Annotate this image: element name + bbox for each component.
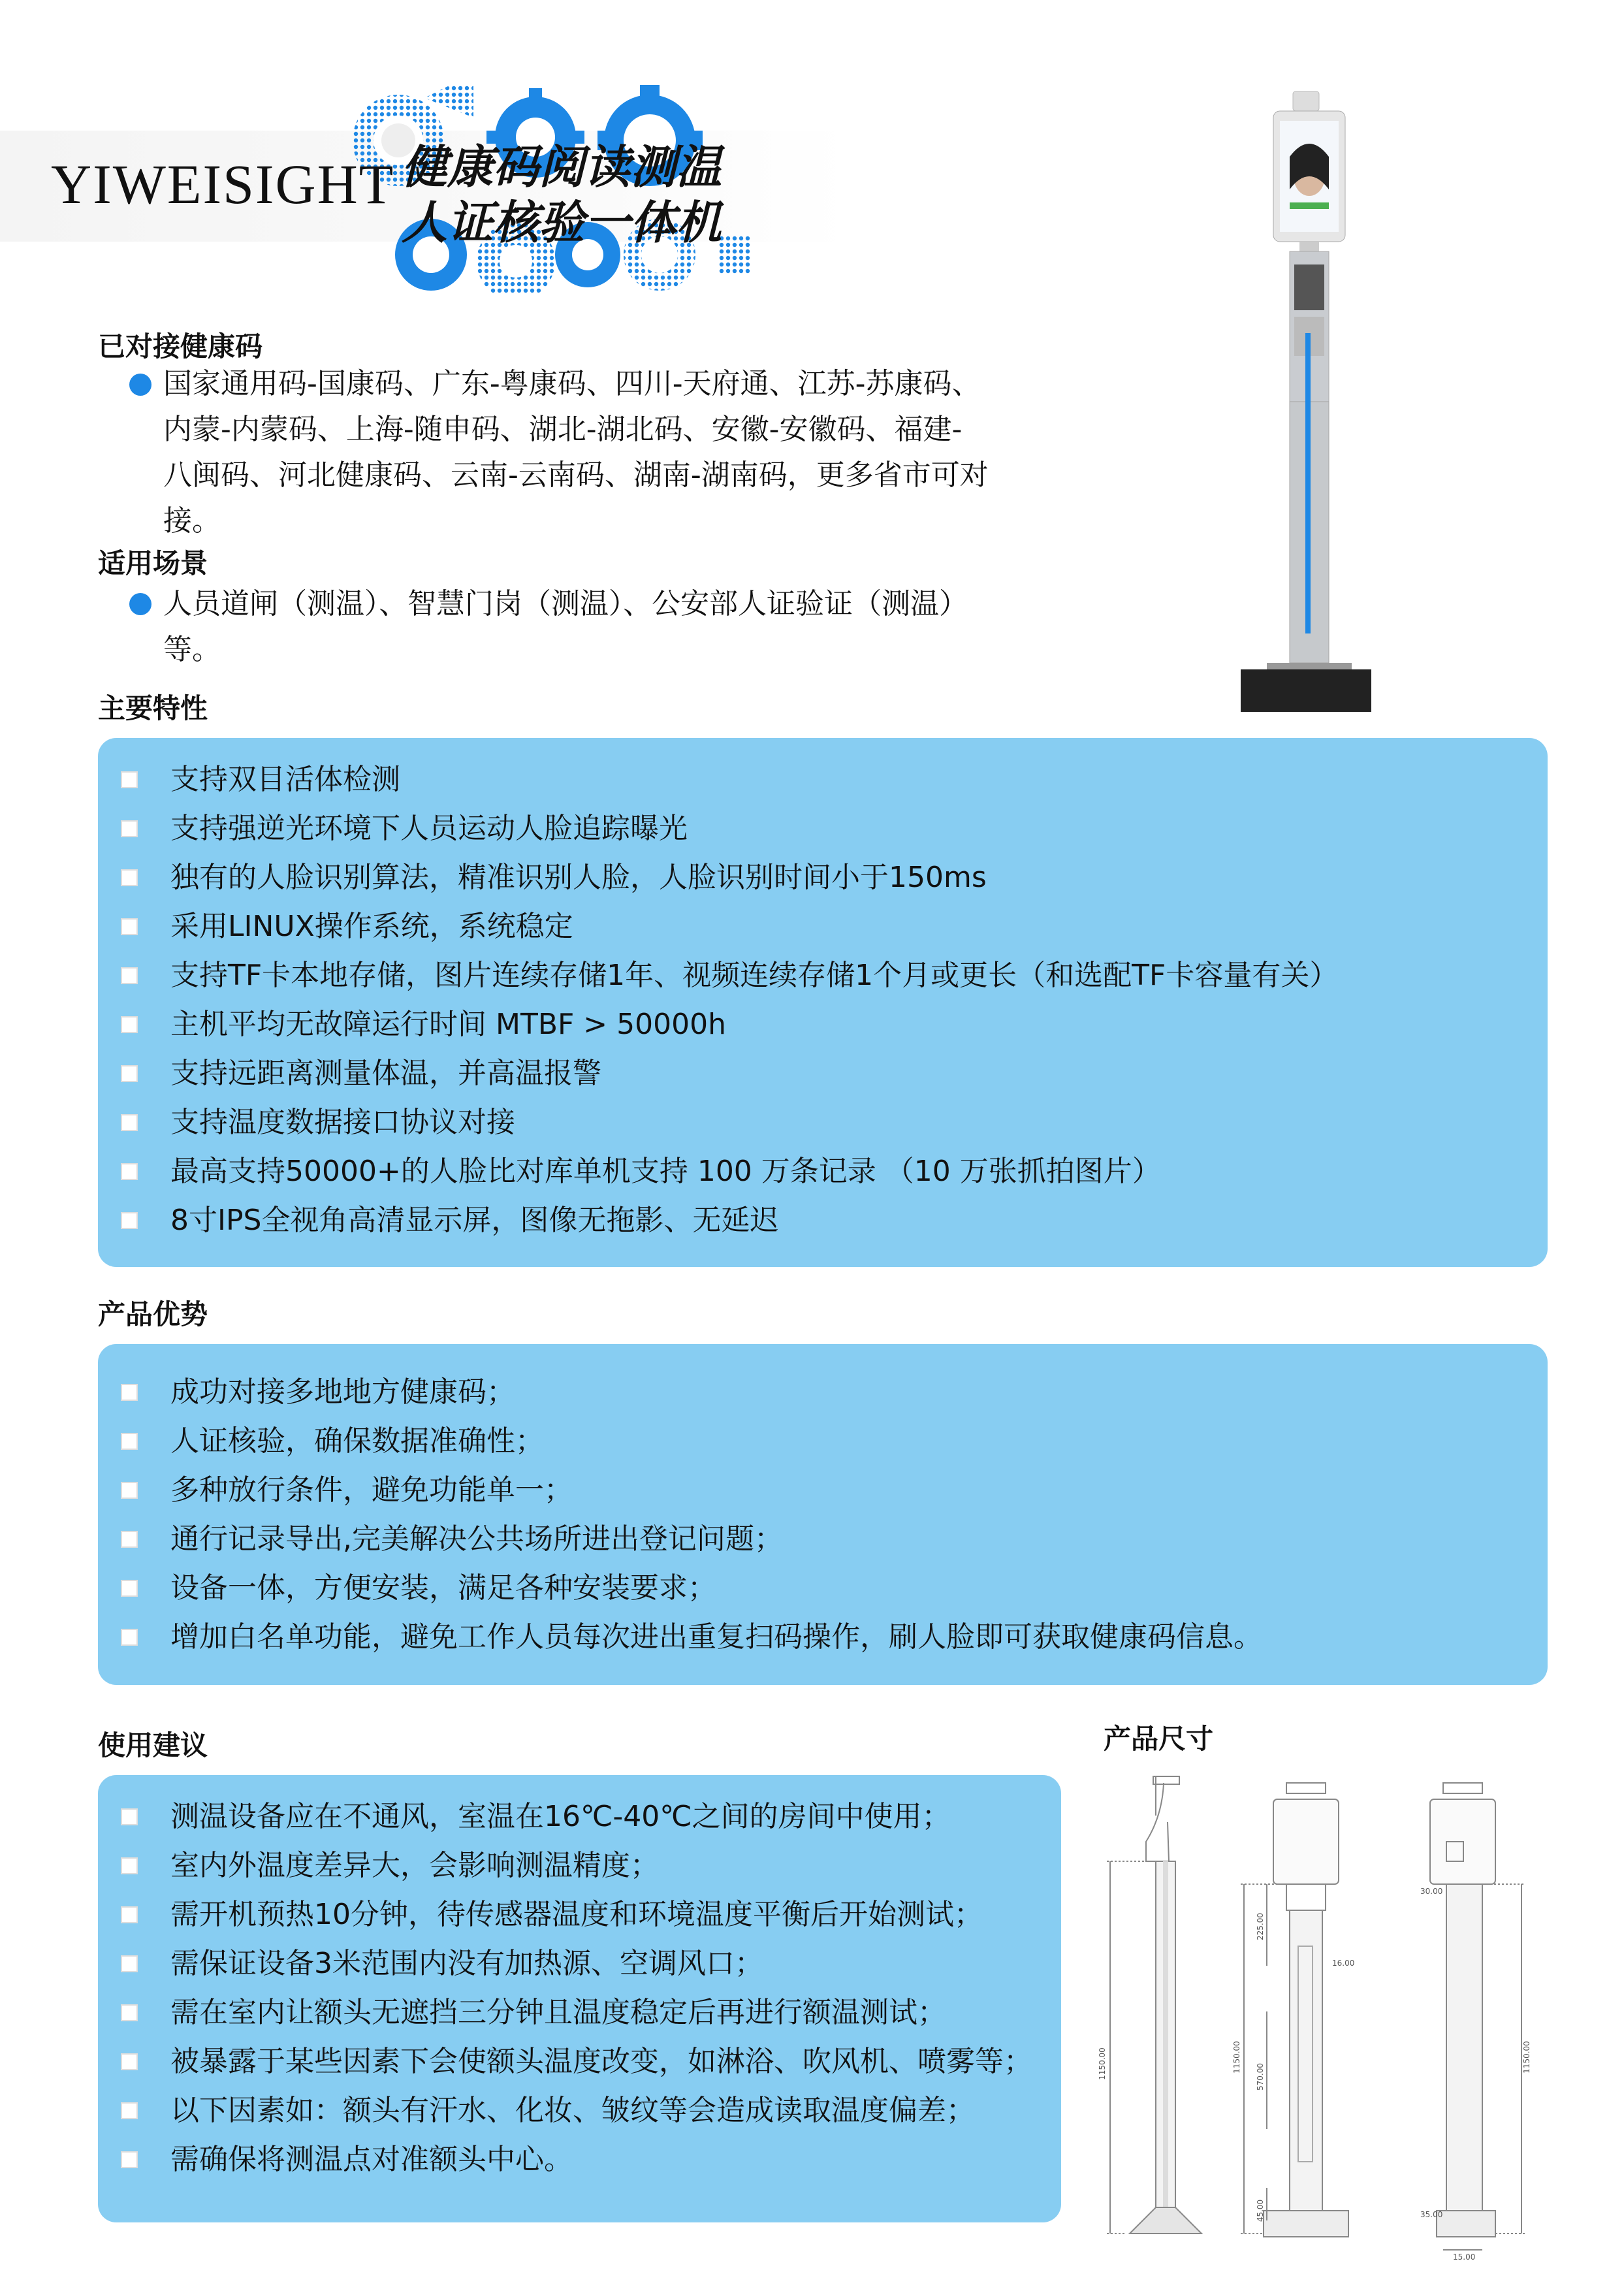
square-bullet-icon [121, 1163, 138, 1180]
brand-logo-text: YIWEISIGHT [51, 153, 395, 216]
list-item-text: 支持双目活体检测 [170, 763, 400, 796]
list-item [121, 2143, 1032, 2177]
dim-label-1150-c: 1150.00 [1522, 2041, 1531, 2074]
list-item-text: 需保证设备3米范围内没有加热源、空调风口； [170, 1947, 763, 1980]
bullet-dot [129, 593, 151, 615]
list-item [121, 1424, 1262, 1458]
list-item [121, 1204, 1338, 1238]
section-title-dimensions: 产品尺寸 [1104, 1723, 1214, 1755]
square-bullet-icon [121, 1531, 138, 1548]
front-view [1241, 1783, 1348, 2237]
advantages-list [121, 1375, 1262, 1654]
dimension-drawing [1091, 1763, 1587, 2260]
list-item-text: 以下因素如：额头有汗水、化妆、皱纹等会造成读取温度偏差； [170, 2094, 975, 2127]
usage-panel [98, 1775, 1061, 2222]
section-title-scenarios: 适用场景 [98, 547, 208, 579]
list-item [121, 2094, 1032, 2128]
square-bullet-icon [121, 820, 138, 837]
list-item-text: 8寸IPS全视角高清显示屏，图像无拖影、无延迟 [170, 1204, 779, 1237]
connected-codes-line: 国家通用码-国康码、广东-粤康码、四川-天府通、江苏-苏康码、 [163, 367, 981, 400]
connected-codes-line: 接。 [163, 504, 221, 537]
square-bullet-icon [121, 1808, 138, 1825]
section-title-usage: 使用建议 [98, 1729, 208, 1761]
list-item [121, 1057, 1338, 1091]
connected-codes-line: 八闽码、河北健康码、云南-云南码、湖南-湖南码，更多省市可对 [163, 458, 989, 492]
square-bullet-icon [121, 967, 138, 984]
square-bullet-icon [121, 1857, 138, 1874]
square-bullet-icon [121, 1906, 138, 1923]
list-item [121, 1106, 1338, 1140]
list-item [121, 1571, 1262, 1605]
list-item [121, 1008, 1338, 1042]
square-bullet-icon [121, 869, 138, 886]
square-bullet-icon [121, 2053, 138, 2070]
square-bullet-icon [121, 771, 138, 788]
list-item-text: 支持TF卡本地存储，图片连续存储1年、视频连续存储1个月或更长（和选配TF卡容量有关） [170, 959, 1339, 992]
list-item-text: 设备一体，方便安装，满足各种安装要求； [170, 1571, 716, 1605]
square-bullet-icon [121, 1433, 138, 1450]
list-item [121, 1620, 1262, 1654]
square-bullet-icon [121, 1016, 138, 1033]
list-item-text: 独有的人脸识别算法，精准识别人脸，人脸识别时间小于150ms [170, 861, 987, 894]
list-item-text: 采用LINUX操作系统，系统稳定 [170, 910, 573, 943]
list-item [121, 1898, 1032, 1932]
square-bullet-icon [121, 2102, 138, 2119]
dim-label-16: 16.00 [1332, 1959, 1355, 1968]
list-item-text: 主机平均无故障运行时间 MTBF > 50000h [170, 1008, 727, 1041]
list-item-text: 支持强逆光环境下人员运动人脸追踪曝光 [170, 812, 688, 845]
square-bullet-icon [121, 1580, 138, 1597]
section-title-features: 主要特性 [98, 692, 208, 724]
square-bullet-icon [121, 2151, 138, 2168]
list-item [121, 861, 1338, 895]
list-item [121, 1155, 1338, 1189]
scenarios-line: 人员道闸（测温）、智慧门岗（测温）、公安部人证验证（测温） [163, 587, 968, 620]
list-item [121, 1800, 1032, 1834]
section-title-advantages: 产品优势 [98, 1298, 208, 1330]
square-bullet-icon [121, 1384, 138, 1401]
list-item [121, 2045, 1032, 2079]
back-view [1430, 1783, 1525, 2250]
dim-label-1150-b: 1150.00 [1232, 2041, 1241, 2074]
list-item-text: 通行记录导出,完美解决公共场所进出登记问题； [170, 1522, 783, 1556]
list-item [121, 1849, 1032, 1883]
square-bullet-icon [121, 1065, 138, 1082]
bullet-dot [129, 374, 151, 396]
section-title-connected-codes: 已对接健康码 [98, 330, 263, 362]
features-list [121, 763, 1338, 1238]
product-title-line2: 人证核验一体机 [402, 195, 722, 249]
dim-label-15: 15.00 [1453, 2252, 1476, 2260]
list-item-text: 支持远距离测量体温，并高温报警 [170, 1057, 601, 1090]
list-item [121, 1996, 1032, 2030]
list-item-text: 成功对接多地地方健康码； [170, 1375, 515, 1409]
list-item-text: 增加白名单功能，避免工作人员每次进出重复扫码操作，刷人脸即可获取健康码信息。 [170, 1620, 1262, 1654]
square-bullet-icon [121, 1114, 138, 1131]
connected-codes-text [163, 361, 1077, 544]
dim-label-1150-a: 1150.00 [1098, 2047, 1107, 2080]
connected-codes-line: 内蒙-内蒙码、上海-随申码、湖北-湖北码、安徽-安徽码、福建- [163, 413, 963, 446]
scenarios-line: 等。 [163, 633, 221, 666]
list-item-text: 支持温度数据接口协议对接 [170, 1106, 515, 1139]
square-bullet-icon [121, 1212, 138, 1229]
list-item-text: 室内外温度差异大，会影响测温精度； [170, 1849, 659, 1882]
square-bullet-icon [121, 1955, 138, 1972]
list-item [121, 1947, 1032, 1981]
square-bullet-icon [121, 2004, 138, 2021]
square-bullet-icon [121, 918, 138, 935]
list-item [121, 1522, 1262, 1556]
list-item-text: 人证核验，确保数据准确性； [170, 1424, 544, 1458]
square-bullet-icon [121, 1629, 138, 1646]
list-item [121, 910, 1338, 944]
list-item [121, 1375, 1262, 1409]
product-title-line1: 健康码阅读测温 [402, 140, 722, 194]
list-item-text: 测温设备应在不通风，室温在16℃-40℃之间的房间中使用； [170, 1800, 951, 1833]
dim-label-30: 30.00 [1420, 1887, 1443, 1896]
list-item-text: 多种放行条件，避免功能单一； [170, 1473, 573, 1507]
square-bullet-icon [121, 1482, 138, 1499]
list-item-text: 被暴露于某些因素下会使额头温度改变，如淋浴、吹风机、喷雾等； [170, 2045, 1032, 2078]
dim-label-570: 570.00 [1256, 2063, 1265, 2091]
list-item-text: 最高支持50000+的人脸比对库单机支持 100 万条记录 （10 万张抓拍图片） [170, 1155, 1161, 1188]
list-item [121, 763, 1338, 797]
list-item [121, 1473, 1262, 1507]
features-panel [98, 738, 1548, 1267]
dim-label-35: 35.00 [1420, 2210, 1443, 2219]
product-image [1228, 85, 1397, 718]
dim-label-225: 225.00 [1256, 1913, 1265, 1940]
list-item [121, 959, 1338, 993]
advantages-panel [98, 1344, 1548, 1685]
list-item-text: 需开机预热10分钟，待传感器温度和环境温度平衡后开始测试； [170, 1898, 983, 1931]
list-item [121, 812, 1338, 846]
scenarios-text [163, 581, 1077, 673]
list-item-text: 需在室内让额头无遮挡三分钟且温度稳定后再进行额温测试； [170, 1996, 946, 2029]
usage-list [121, 1800, 1032, 2177]
list-item-text: 需确保将测温点对准额头中心。 [170, 2143, 573, 2176]
dim-label-45: 45.00 [1256, 2199, 1265, 2222]
side-view [1107, 1776, 1202, 2234]
